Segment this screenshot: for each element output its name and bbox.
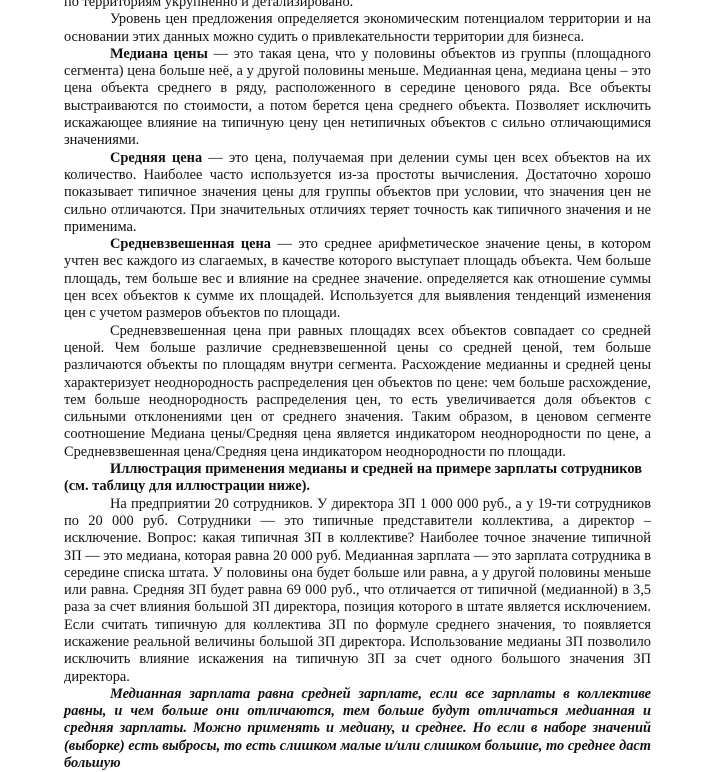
paragraph-weighted-price bbox=[64, 236, 651, 322]
paragraph-comparison: Средневзвешенная цена при равных площадях всех объектов совпадает со средней ценой. Чем больше различие средневзвешенной цены со средней ценой, тем больше различаются объекты по площадям внутри сегмента. Расхождение медианны и средней цены характеризует неоднородность распределения цен объектов по цене: чем больше расхождение, тем больше неоднородность распределения цен, то есть увеличивается доля объектов с сильными отклонениями цен от среднего значения. Таким образом, в ценовом сегменте соотношение Медиана цены/Средняя цена является индикатором неоднородности по цене, а Средневзвешенная цена/Средняя цена индикатором неоднородности по площади. bbox=[64, 322, 651, 460]
weighted-price-definition: — это среднее арифметическое значение цены, в котором учтен вес каждого из слагаемых, в качестве которого выступает площадь объекта. Чем больше площадь, тем больше вес и влияние на среднее значение. определяется как отношение суммы цен всех объектов к сумме их площадей. Используется для выявления тенденций изменения цен с учетом размеров объектов по площади. bbox=[64, 236, 651, 322]
paragraph-conclusion: Медианная зарплата равна средней зарплате, если все зарплаты в коллективе равны, и чем больше они отличаются, тем больше будут отличаться медианная и средняя зарплаты. Можно применять и медиану, и среднее. Но если в наборе значений (выборке) есть выбросы, то есть слишком малые и/или слишком большие, то среднее даст большую bbox=[64, 685, 651, 772]
paragraph-median-price bbox=[64, 46, 651, 150]
paragraph-salary-example: На предприятии 20 сотрудников. У директора ЗП 1 000 000 руб., а у 19-ти сотрудников по 20 000 руб. Сотрудники — это типичные представители коллектива, а директор – исключение. Вопрос: какая типичная ЗП в коллективе? Наиболее точное значение типичной ЗП — это медиана, которая равна 20 000 руб. Медианная зарплата — это зарплата сотрудника в середине списка штата. У половины она будет больше или равна, а у другой половины меньше или равна. Средняя ЗП будет равна 69 000 руб., что отличается от типичной (медианной) в 3,5 раза за счет влияния большой ЗП директора, позиция которого в штате является исключением. Если считать типичную для коллектива ЗП по формуле среднего значения, то появляется искажение реальной величины большой ЗП директора. Использование медианы ЗП позволило исключить влияние искажения на типичную ЗП за счет одного большого значения ЗП директора. bbox=[64, 495, 651, 685]
term-weighted-price: Средневзвешенная цена bbox=[110, 236, 272, 253]
paragraph-price-level: Уровень цен предложения определяется экономическим потенциалом территории и на основании этих данных можно судить о привлекательности территории для бизнеса. bbox=[64, 11, 651, 45]
average-price-definition: — это цена, получаемая при делении сумы цен всех объектов на их количество. Наиболее часто используется из-за простоты вычисления. Достаточно хорошо показывает типичное значения цены для группы объектов при условии, что значения цен не сильно отличаются. При значительных отличиях теряет точность как типичного значения и не применима. bbox=[64, 149, 651, 235]
section-heading bbox=[64, 461, 651, 496]
paragraph-intro-tail: по территориям укрупненно и детализировано. bbox=[64, 0, 354, 10]
term-median-price: Медиана цены bbox=[110, 45, 208, 62]
section-heading-text: Иллюстрация применения медианы и средней на примере зарплаты сотрудников (см. таблицу для иллюстрации ниже). bbox=[64, 461, 643, 495]
term-average-price: Средняя цена bbox=[110, 149, 203, 166]
paragraph-average-price bbox=[64, 150, 651, 236]
median-price-definition: — это такая цена, что у половины объектов из группы (площадного сегмента) цена больше неё, а у другой половины меньше. Медианная цена, медиана цены – это цена объекта среднего в ряду, расположенного в середине ценового ряда. Все объекты выстраиваются по стоимости, а потом берется цена среднего объекта. Позволяет исключить искажающее влияние на типичную цену цен нетипичных объектов с сильно отличающимися значениями. bbox=[64, 45, 651, 149]
